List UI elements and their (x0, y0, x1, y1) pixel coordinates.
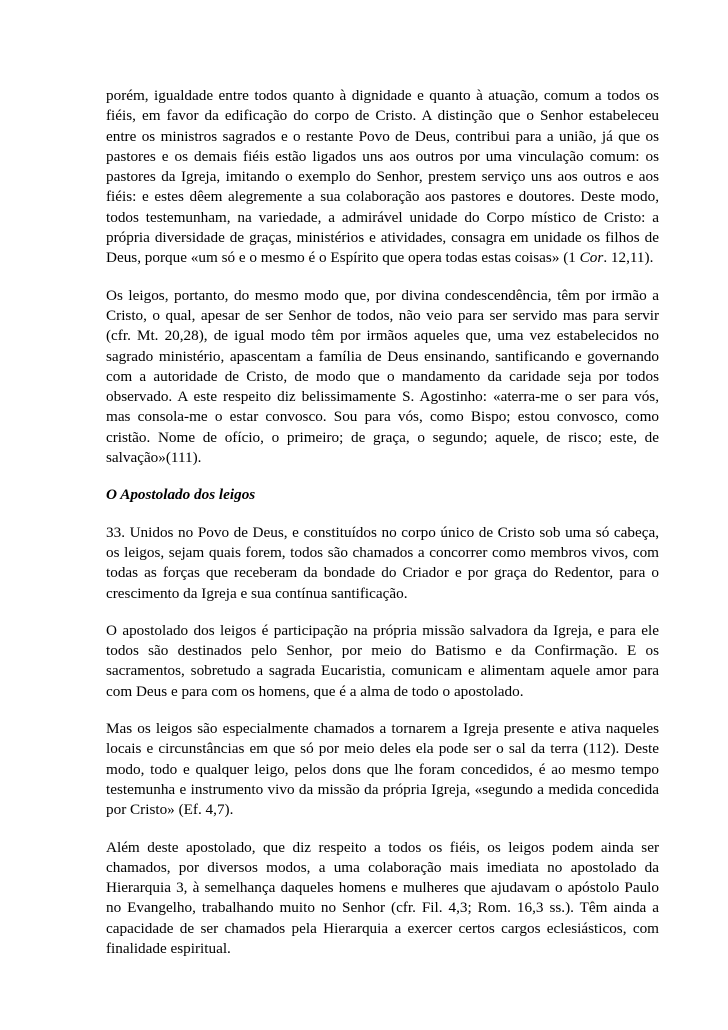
paragraph-5: Mas os leigos são especialmente chamados a tornarem a Igreja presente e ativa naqueles locais e circunstâncias em que só por meio deles ela pode ser o sal da terra (112). Deste modo, todo e qualquer leigo, pelos dons que lhe foram concedidos, é ao mesmo tempo testemunha e instrumento vivo da missão da própria Igreja, «segundo a medida concedida por Cristo» (Ef. 4,7). (106, 720, 659, 819)
paragraph-1 (106, 86, 659, 269)
paragraph-4: O apostolado dos leigos é participação na própria missão salvadora da Igreja, e para ele todos são destinados pelo Senhor, por meio do Batismo e da Confirmação. E os sacramentos, sobretudo a sagrada Eucaristia, comunicam e alimentam aquele amor para com Deus e para com os homens, que é a alma de todo o apostolado. (106, 621, 659, 700)
scripture-ref-italic: Cor (579, 249, 604, 267)
paragraph-1-text: porém, igualdade entre todos quanto à dignidade e quanto à atuação, comum a todos os fiéis, em favor da edificação do corpo de Cristo. A distinção que o Senhor estabeleceu entre os ministros sagrados e o restante Povo de Deus, contribui para a união, já que os pastores e os demais fiéis estão ligados uns aos outros por uma vinculação comum: os pastores da Igreja, imitando o exemplo do Senhor, prestem serviço uns aos outros e aos fiéis: e estes dêem alegremente a sua colaboração aos pastores e doutores. Deste modo, todos testemunham, na variedade, a admirável unidade do Corpo místico de Cristo: a própria diversidade de graças, ministérios e atividades, consagra em unidade os filhos de Deus, porque «um só e o mesmo é o Espírito que opera todas estas coisas» (1 (106, 87, 659, 267)
section-heading: O Apostolado dos leigos (106, 486, 256, 504)
paragraph-1-end: . 12,11). (603, 249, 654, 267)
paragraph-2: Os leigos, portanto, do mesmo modo que, por divina condescendência, têm por irmão a Cristo, o qual, apesar de ser Senhor de todos, não veio para ser servido mas para servir (cfr. Mt. 20,28), de igual modo têm por irmãos aqueles que, uma vez estabelecidos no sagrado ministério, apascentam a família de Deus ensinando, santificando e governando com a autoridade de Cristo, de modo que o mandamento da caridade seja por todos observado. A este respeito diz belissimamente S. Agostinho: «aterra-me o ser para vós, mas consola-me o estar convosco. Sou para vós, como Bispo; estou convosco, como cristão. Nome de ofício, o primeiro; de graça, o segundo; aquele, de risco; este, de salvação»(111). (106, 286, 659, 467)
paragraph-6: Além deste apostolado, que diz respeito a todos os fiéis, os leigos podem ainda ser chamados, por diversos modos, a uma colaboração mais imediata no apostolado da Hierarquia 3, à semelhança daqueles homens e mulheres que ajudavam o apóstolo Paulo no Evangelho, trabalhando muito no Senhor (cfr. Fil. 4,3; Rom. 16,3 ss.). Têm ainda a capacidade de ser chamados pela Hierarquia a exercer certos cargos eclesiásticos, com finalidade espiritual. (106, 838, 659, 957)
paragraph-3: 33. Unidos no Povo de Deus, e constituídos no corpo único de Cristo sob uma só cabeça, os leigos, sejam quais forem, todos são chamados a concorrer como membros vivos, com todas as forças que receberam da bondade do Criador e por graça do Redentor, para o crescimento da Igreja e sua contínua santificação. (106, 523, 659, 602)
document-page (106, 86, 659, 976)
